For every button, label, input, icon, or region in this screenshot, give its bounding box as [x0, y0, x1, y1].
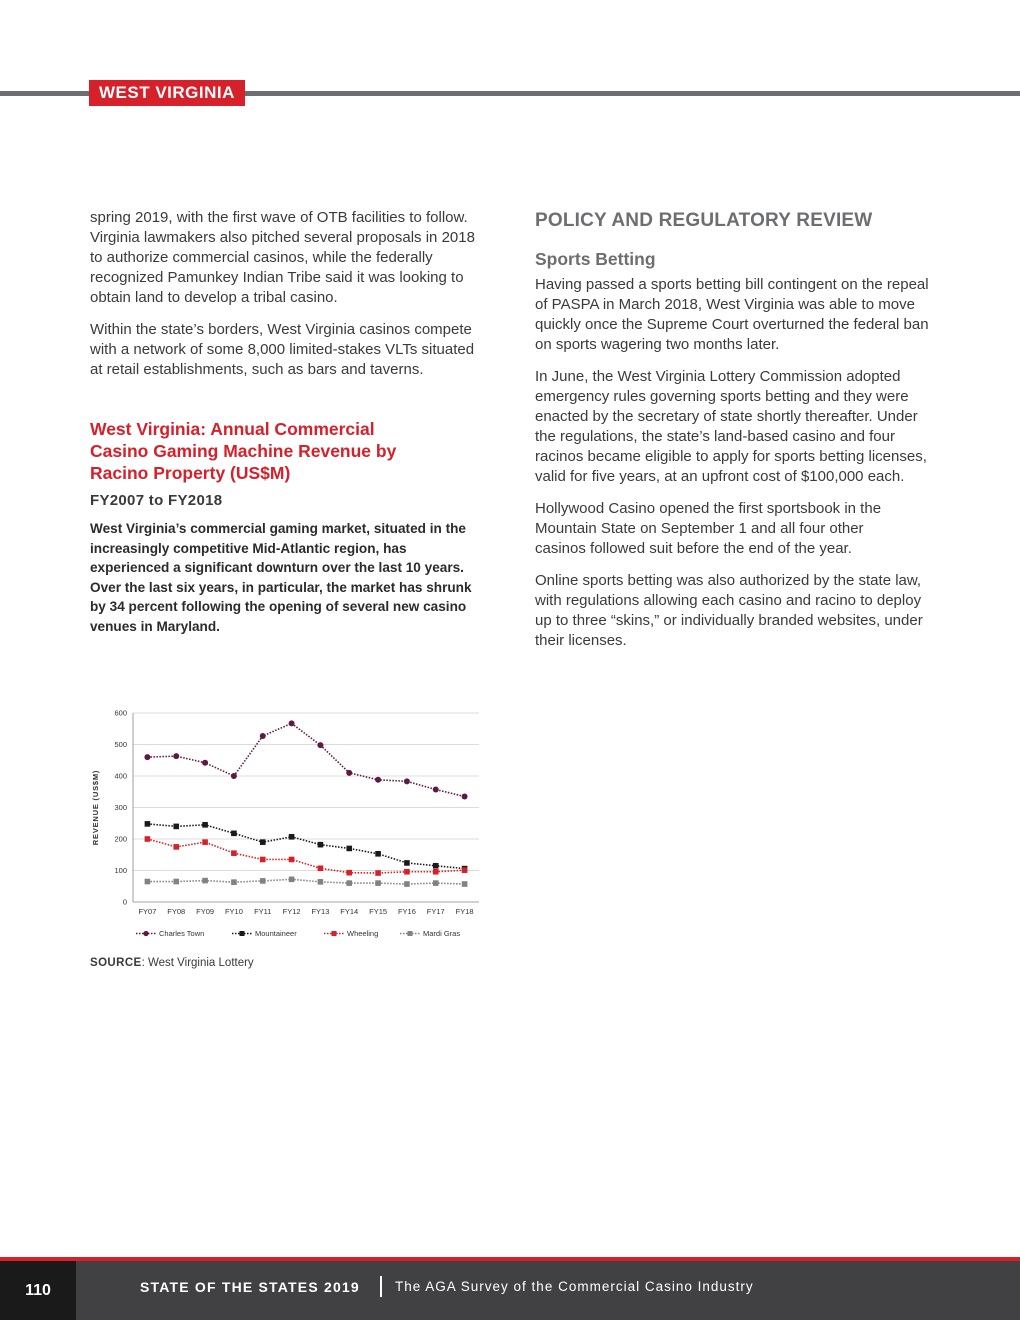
footer-separator: [380, 1276, 382, 1297]
body-paragraph: Online sports betting was also authorized by the state law, with regulations allowing each casino and racino to deploy up to three “skins,” or individually branded websites, under their licenses.: [535, 572, 923, 649]
data-point: [231, 831, 237, 837]
data-point: [462, 881, 468, 887]
legend-marker: [332, 931, 337, 936]
data-point: [346, 870, 352, 876]
data-point: [318, 879, 324, 885]
x-tick-label: FY14: [340, 907, 359, 916]
source-note: [90, 957, 254, 969]
y-tick-label: 200: [114, 834, 127, 844]
section-heading: POLICY AND REGULATORY REVIEW: [535, 210, 873, 231]
legend-marker: [240, 931, 245, 936]
chart-subtitle: FY2007 to FY2018: [90, 492, 223, 509]
footer-subtitle: The AGA Survey of the Commercial Casino Industry: [395, 1279, 754, 1294]
data-point: [145, 836, 151, 842]
data-point: [404, 881, 410, 887]
x-tick-label: FY10: [224, 907, 243, 916]
state-tab: WEST VIRGINIA: [89, 80, 245, 106]
data-point: [260, 733, 266, 739]
data-point: [375, 880, 381, 886]
y-tick-label: 100: [114, 866, 127, 875]
x-tick-label: FY08: [167, 907, 186, 916]
data-point: [433, 787, 439, 793]
data-point: [173, 753, 179, 759]
data-point: [289, 857, 295, 863]
body-paragraph: spring 2019, with the first wave of OTB facilities to follow. Virginia lawmakers also pitched several proposals in 2018 to authorize commercial casinos, while the federally recognized Pamunkey Indian Tribe said it was looking to obtain land to develop a tribal casino.: [90, 209, 475, 306]
legend-label: Wheeling: [347, 929, 379, 938]
data-point: [404, 869, 410, 875]
legend-marker: [408, 931, 413, 936]
series-line: [147, 824, 464, 869]
data-point: [202, 760, 208, 766]
x-tick-label: FY11: [254, 907, 272, 916]
source-text: : West Virginia Lottery: [141, 957, 254, 969]
data-point: [318, 842, 324, 848]
x-tick-label: FY09: [196, 907, 215, 916]
y-tick-label: 0: [122, 897, 127, 907]
y-tick-label: 600: [114, 708, 127, 718]
data-point: [144, 754, 150, 760]
source-label: SOURCE: [90, 957, 142, 969]
y-tick-label: 300: [114, 803, 127, 812]
data-point: [260, 878, 266, 884]
x-tick-label: FY07: [138, 907, 157, 916]
body-paragraph: In June, the West Virginia Lottery Commission adopted emergency rules governing sports betting and they were enacted by the secretary of state shortly thereafter. Under the regulations, the state’s land-based casino and four racinos became eligible to apply for sports betting licenses, valid for five years, at an upfront cost of $100,000 each.: [535, 368, 927, 485]
data-point: [173, 824, 179, 830]
data-point: [433, 863, 439, 869]
legend-label: Mardi Gras: [423, 929, 461, 938]
data-point: [375, 777, 381, 783]
legend-marker: [143, 931, 148, 936]
data-point: [404, 778, 410, 784]
left-column: [90, 208, 488, 636]
data-point: [346, 880, 352, 886]
data-point: [231, 879, 237, 885]
data-point: [289, 877, 295, 883]
data-point: [231, 773, 237, 779]
right-column: [535, 208, 935, 663]
page-number: 110: [0, 1261, 76, 1320]
revenue-chart: [86, 700, 486, 950]
data-point: [145, 879, 151, 885]
x-tick-label: FY17: [426, 907, 445, 916]
series-line: [147, 723, 464, 796]
data-point: [346, 846, 352, 852]
y-tick-label: 400: [114, 771, 127, 781]
data-point: [145, 821, 151, 827]
x-tick-label: FY16: [397, 907, 416, 916]
data-point: [318, 865, 324, 871]
body-paragraph: Hollywood Casino opened the first sportsbook in the Mountain State on September 1 and all four other casinos followed suit before the end of the year.: [535, 500, 882, 557]
y-axis-label: REVENUE (US$M): [91, 769, 100, 846]
sub-heading: Sports Betting: [535, 249, 656, 269]
data-point: [260, 857, 266, 863]
x-tick-label: FY12: [282, 907, 301, 916]
data-point: [173, 879, 179, 885]
data-point: [346, 770, 352, 776]
line-chart-svg: [86, 700, 486, 950]
data-point: [404, 860, 410, 866]
footer-title: STATE OF THE STATES 2019: [140, 1279, 360, 1295]
data-point: [433, 869, 439, 875]
chart-title: West Virginia: Annual Commercial Casino Gaming Machine Revenue by Racino Property (US$M): [90, 419, 397, 483]
data-point: [173, 844, 179, 850]
data-point: [202, 878, 208, 884]
data-point: [433, 880, 439, 886]
data-point: [317, 742, 323, 748]
data-point: [375, 851, 381, 857]
data-point: [260, 839, 266, 845]
legend-label: Charles Town: [159, 929, 205, 938]
data-point: [289, 834, 295, 840]
x-tick-label: FY18: [455, 907, 474, 916]
data-point: [462, 867, 468, 873]
data-point: [202, 839, 208, 845]
data-point: [289, 720, 295, 726]
data-point: [231, 850, 237, 856]
data-point: [375, 870, 381, 876]
series-line: [147, 879, 464, 884]
series-line: [147, 839, 464, 873]
y-tick-label: 500: [114, 740, 127, 749]
chart-description: West Virginia’s commercial gaming market, situated in the increasingly competitive Mid-Atlantic region, has experienced a significant downturn over the last 10 years. Over the last six years, in particular, the market has shrunk by 34 percent following the opening of several new casino venues in Maryland.: [90, 521, 472, 634]
data-point: [202, 822, 208, 828]
body-paragraph: Having passed a sports betting bill contingent on the repeal of PASPA in March 2018, West Virginia was able to move quickly once the Supreme Court overturned the federal ban on sports wagering two months later.: [535, 276, 929, 353]
legend-label: Mountaineer: [255, 929, 297, 938]
body-paragraph: Within the state’s borders, West Virginia casinos compete with a network of some 8,000 limited-stakes VLTs situated at retail establishments, such as bars and taverns.: [90, 321, 475, 378]
x-tick-label: FY13: [311, 907, 330, 916]
x-tick-label: FY15: [369, 907, 388, 916]
data-point: [462, 793, 468, 799]
